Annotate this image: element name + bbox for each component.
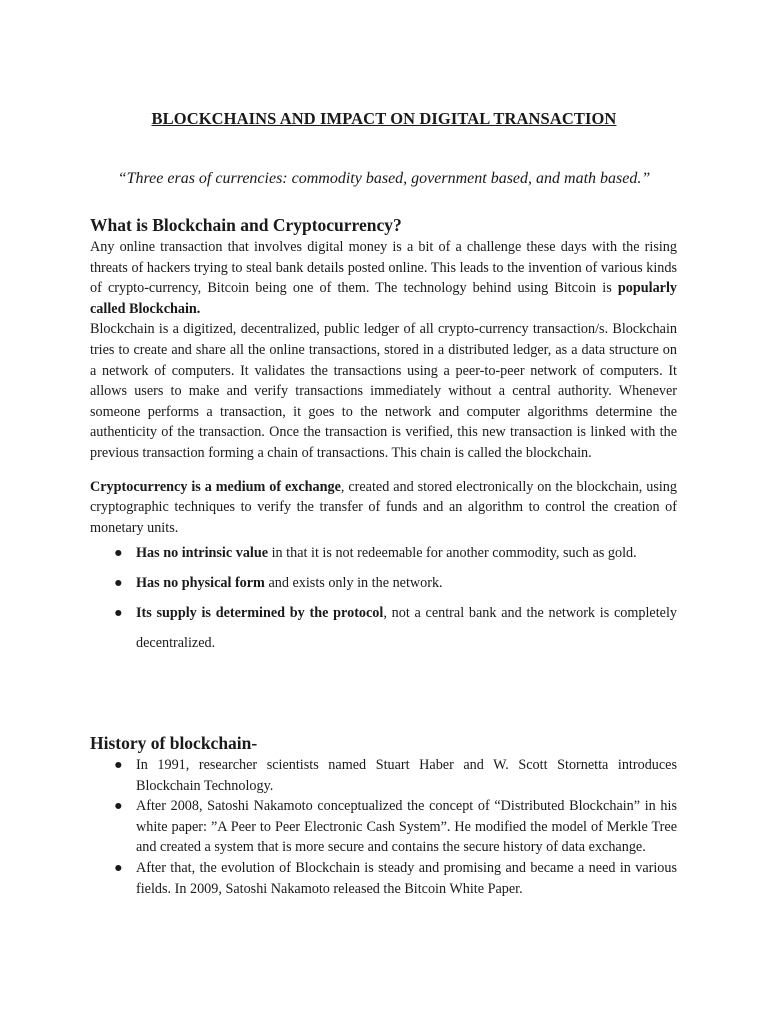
bullet-icon: ●	[114, 757, 123, 773]
list-item-text: in that it is not redeemable for another commodity, such as gold.	[268, 545, 637, 562]
paragraph-cryptocurrency	[90, 477, 677, 539]
epigraph-quote: “Three eras of currencies: commodity based, government based, and math based.”	[117, 170, 651, 187]
paragraph-text: , created and stored electronically on the blockchain, using cryptographic techniques to verify the transfer of funds and an algorithm to control the creation of monetary units.	[90, 478, 677, 536]
bullet-icon: ●	[114, 605, 123, 622]
bullet-icon: ●	[114, 545, 123, 562]
bold-phrase: Has no physical form	[136, 575, 265, 592]
bullet-icon: ●	[114, 575, 123, 592]
list-item-text: After that, the evolution of Blockchain is steady and promising and became a need in various fields. In 2009, Satoshi Nakamoto released the Bitcoin White Paper.	[136, 859, 677, 897]
bold-phrase: popularly called Blockchain.	[90, 280, 677, 317]
section-heading: History of blockchain-	[90, 733, 258, 753]
section-history	[90, 731, 677, 899]
bullet-icon: ●	[114, 798, 123, 815]
bullet-icon: ●	[114, 859, 123, 876]
list-item-text: and exists only in the network.	[264, 575, 443, 592]
list-item	[90, 796, 677, 858]
list-item-text: After 2008, Satoshi Nakamoto conceptualized the concept of “Distributed Blockchain” in his white paper: ”A Peer to Peer Electronic Cash System”. He modified the model of Merkle Tree and created a system that is more secure and contains the secure history of data exchange.	[136, 798, 677, 856]
bold-phrase: Has no intrinsic value	[136, 545, 269, 562]
crypto-properties-list	[90, 538, 677, 658]
list-item	[90, 858, 677, 899]
document-title: BLOCKCHAINS AND IMPACT ON DIGITAL TRANSACTION	[151, 109, 617, 128]
list-item-text: In 1991, researcher scientists named Stuart Haber and W. Scott Stornetta introduces Blockchain Technology.	[136, 757, 677, 794]
list-item	[90, 568, 677, 598]
list-item	[90, 538, 677, 568]
paragraph-intro	[90, 237, 677, 319]
history-list	[90, 755, 677, 899]
list-item-text: , not a central bank and the network is completely decentralized.	[136, 605, 677, 652]
bold-phrase: Cryptocurrency is a medium of exchange	[90, 478, 341, 495]
bold-phrase: Its supply is determined by the protocol	[136, 605, 384, 622]
section-heading: What is Blockchain and Cryptocurrency?	[90, 215, 402, 235]
list-item	[90, 755, 677, 796]
list-item	[90, 598, 677, 658]
paragraph-gap	[90, 464, 677, 477]
paragraph-text: Any online transaction that involves digital money is a bit of a challenge these days with the rising threats of hackers trying to steal bank details posted online. This leads to the invention of various kinds of crypto-currency, Bitcoin being one of them. The technology behind using Bitcoin is	[90, 239, 677, 297]
paragraph-definition: Blockchain is a digitized, decentralized, public ledger of all crypto-currency transaction/s. Blockchain tries to create and share all the online transactions, stored in a distributed ledger, as a data structure on a network of computers. It validates the transactions using a peer-to-peer network of computers. It allows users to make and verify transactions immediately without a central authority. Whenever someone performs a transaction, it goes to the network and computer algorithms determine the authenticity of the transaction. Once the transaction is verified, this new transaction is linked with the previous transaction forming a chain of transactions. This chain is called the blockchain.	[90, 321, 677, 461]
section-what-is-blockchain	[90, 213, 677, 658]
